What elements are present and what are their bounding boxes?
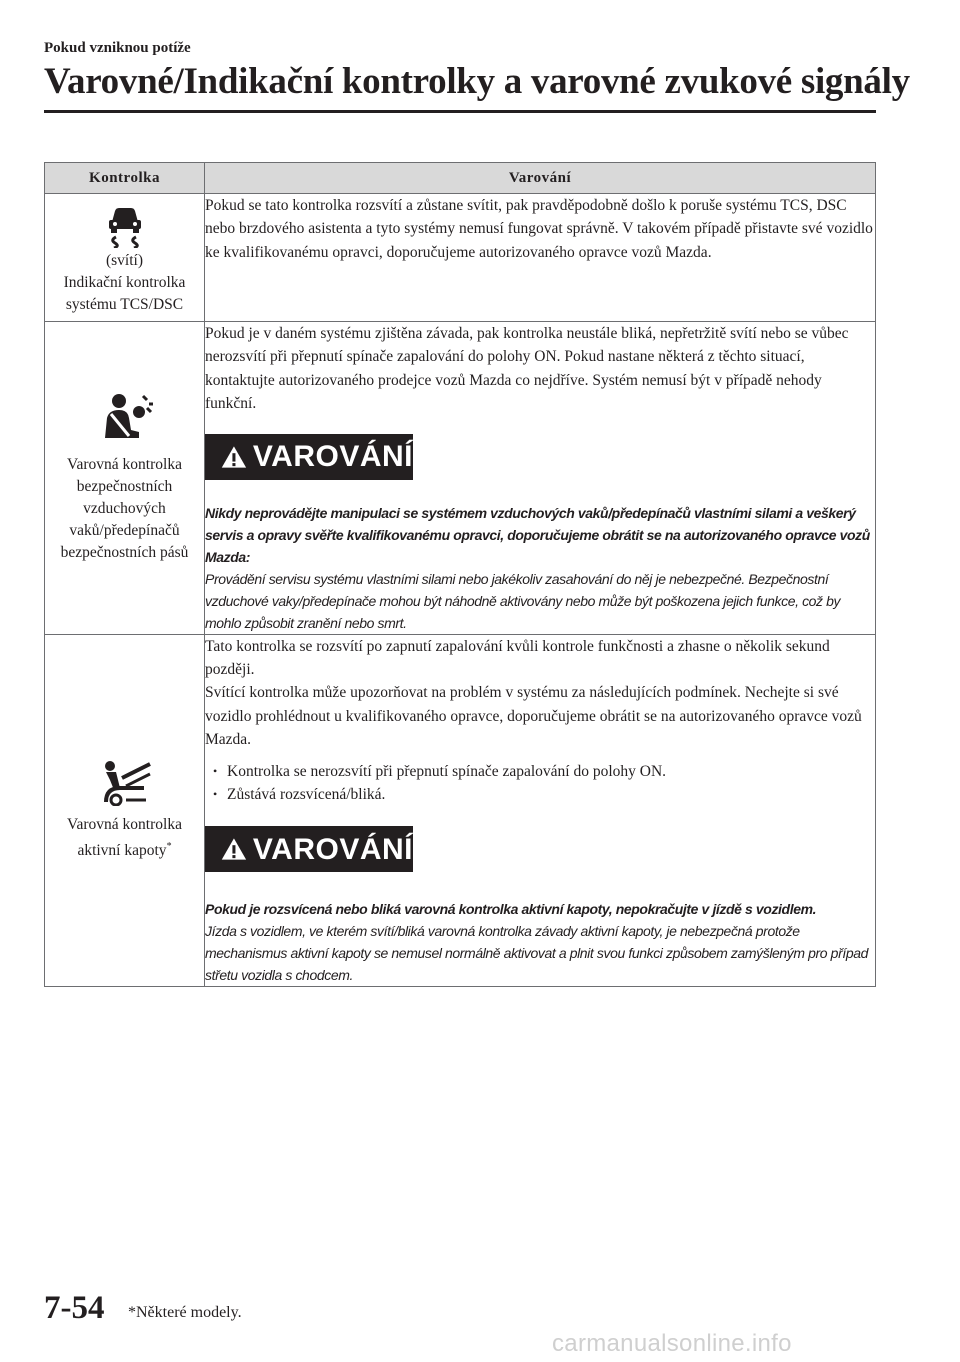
- warning-lights-table: [44, 162, 876, 987]
- warning-label: VAROVÁNÍ: [252, 832, 413, 866]
- column-header-warning: Varování: [205, 163, 876, 194]
- footnote-mark: *: [166, 841, 172, 853]
- warning-banner: [205, 434, 413, 480]
- table-header-row: [45, 163, 876, 194]
- warning-cell: [205, 194, 876, 322]
- car-skid-icon: [98, 200, 152, 248]
- indicator-name-text: Varovná kontrolka aktivní kapoty: [67, 816, 182, 860]
- indicator-cell: [45, 634, 205, 987]
- indicator-state: (svítí): [105, 251, 144, 269]
- warning-description: Pokud se tato kontrolka rozsvítí a zůstane svítit, pak pravděpodobně došlo k poruše systému TCS, DSC nebo brzdového asistenta a tyto systémy nemusí fungovat správně. V takovém případě přistavte své vozidlo ke kvalifikovanému opravci, doporučujeme autorizovaného opravce vozů Mazda.: [205, 197, 873, 261]
- warning-label: VAROVÁNÍ: [252, 439, 413, 473]
- indicator-name: [45, 814, 204, 862]
- list-item: • Zůstává rozsvícená/bliká.: [205, 783, 875, 806]
- warning-bold-text: Nikdy neprovádějte manipulaci se systémem vzduchových vaků/předepínačů vlastními silami a veškerý servis a opravy svěřte kvalifikovanému opravci, doporučujeme obrátit se na autorizovaného opravce vozů Mazda:: [205, 504, 870, 565]
- indicator-name: Indikační kontrolka systému TCS/DSC: [63, 273, 186, 313]
- airbag-seatbelt-icon: [95, 392, 155, 444]
- warning-triangle-icon: [221, 442, 247, 472]
- warning-cell: [205, 634, 876, 987]
- footnote: *Některé modely.: [128, 1304, 242, 1321]
- table-row: [45, 634, 876, 987]
- table-row: [45, 322, 876, 635]
- warning-description: Pokud je v daném systému zjištěna závada, pak kontrolka neustále bliká, nepřetržitě svítí nebo se vůbec nerozsvítí při přepnutí spínače zapalování do polohy ON. Pokud nastane některá z těchto situací, kontaktujte autorizovaného prodejce vozů Mazda co nejdříve. Systém nemusí být v případě nehody funkční.: [205, 325, 849, 413]
- warning-cell: [205, 322, 876, 635]
- indicator-name: Varovná kontrolka bezpečnostních vzduchových vaků/předepínačů bezpečnostních pásů: [60, 455, 189, 561]
- warning-italic-text: Provádění servisu systému vlastními silami nebo jakékoliv zasahování do něj je nebezpečné. Bezpečnostní vzduchové vaky/předepínače mohou být náhodně aktivovány nebo může být poškozena jejich funkce, což by mohlo způsobit zranění nebo smrt.: [205, 570, 841, 631]
- page-title: Varovné/Indikační kontrolky a varovné zvukové signály: [44, 61, 910, 102]
- warning-banner: [205, 826, 413, 872]
- indicator-cell: [45, 322, 205, 635]
- page-number: 7-54: [44, 1290, 105, 1326]
- active-bonnet-icon: [96, 758, 154, 806]
- indicator-cell: [45, 194, 205, 322]
- warning-description-2: Svítící kontrolka může upozorňovat na problém v systému za následujících podmínek. Nechejte si své vozidlo prohlédnout u kvalifikovaného opravce, doporučujeme obrátit se na autorizovaného opravce vozů Mazda.: [205, 684, 862, 749]
- warning-italic-text: Jízda s vozidlem, ve kterém svítí/bliká varovná kontrolka závady aktivní kapoty, je nebezpečná protože mechanismus aktivní kapoty se nemusel normálně aktivovat a plnit svou funkci způsobem zamýšleným pro případ střetu vozidla s chodcem.: [205, 923, 868, 984]
- condition-list: [205, 760, 875, 807]
- warning-triangle-icon: [221, 834, 247, 864]
- warning-description: Tato kontrolka se rozsvítí po zapnutí zapalování kvůli kontrole funkčnosti a zhasne o několik sekund později.: [205, 637, 830, 679]
- watermark: carmanualsonline.info: [552, 1330, 792, 1357]
- list-item: • Kontrolka se nerozsvítí při přepnutí spínače zapalování do polohy ON.: [205, 760, 875, 783]
- warning-bold-text: Pokud je rozsvícená nebo bliká varovná kontrolka aktivní kapoty, nepokračujte v jízdě s vozidlem.: [205, 901, 817, 918]
- title-divider: [44, 110, 876, 113]
- section-label: Pokud vzniknou potíže: [44, 40, 191, 56]
- column-header-indicator: Kontrolka: [45, 163, 205, 194]
- table-row: [45, 194, 876, 322]
